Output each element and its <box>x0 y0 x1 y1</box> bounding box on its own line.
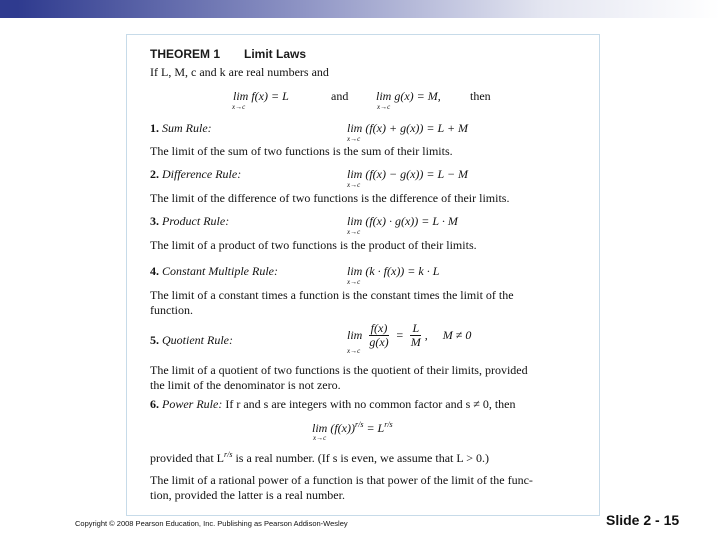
rule-3-lim-sub: x→c <box>347 228 361 236</box>
rule-5-text-1: The limit of a quotient of two functions is the quotient of their limits, provided <box>150 363 528 377</box>
rule-2-formula: lim (f(x) − g(x)) = L − M <box>347 167 469 181</box>
rule-6-text-1: The limit of a rational power of a function is that power of the limit of the func- <box>150 473 533 487</box>
rule-1-formula: lim (f(x) + g(x)) = L + M <box>347 121 469 135</box>
rule-2-lim-sub: x→c <box>347 181 361 189</box>
rule-1-heading: 1. Sum Rule: <box>150 121 212 135</box>
rule-4-lim-sub: x→c <box>347 278 361 286</box>
rule-4-heading: 4. Constant Multiple Rule: <box>150 264 278 278</box>
rule-6-lim-sub: x→c <box>313 434 327 442</box>
rule-6-heading: 6. Power Rule: If r and s are integers with no common factor and s ≠ 0, then <box>150 397 516 411</box>
rule-1-lim-sub: x→c <box>347 135 361 143</box>
rule-5-text-2: the limit of the denominator is not zero. <box>150 378 341 392</box>
theorem-intro: If L, M, c and k are real numbers and <box>150 65 329 79</box>
rule-3-text: The limit of a product of two functions is the product of their limits. <box>150 238 477 252</box>
hypothesis-2: lim g(x) = M, <box>376 89 441 103</box>
rule-4-text-1: The limit of a constant times a function is the constant times the limit of the <box>150 288 514 302</box>
accent-square <box>0 0 18 18</box>
rule-2-text: The limit of the difference of two functions is the difference of their limits. <box>150 191 510 205</box>
rule-3-formula: lim (f(x) · g(x)) = L · M <box>347 214 458 228</box>
rule-6-proviso: provided that $L^{r/s}$ is a real number. (If s is even, we assume that L > 0.) <box>150 450 490 465</box>
rule-5-heading: 5. Quotient Rule: <box>150 333 233 347</box>
hypothesis-1: lim f(x) = L <box>233 89 289 103</box>
gradient-bar <box>18 0 720 18</box>
lim-sub-1: x→c <box>232 103 246 111</box>
rule-5-lim-sub: x→c <box>347 347 361 355</box>
rule-2-heading: 2. Difference Rule: <box>150 167 242 181</box>
title-bar-decoration <box>0 0 720 18</box>
copyright-footer: Copyright © 2008 Pearson Education, Inc. Publishing as Pearson Addison-Wesley <box>75 519 348 528</box>
slide-number: Slide 2 - 15 <box>606 512 680 528</box>
rule-1-text: The limit of the sum of two functions is the sum of their limits. <box>150 144 453 158</box>
rule-4-text-2: function. <box>150 303 193 317</box>
then-word: then <box>470 89 491 103</box>
rule-6-formula: $\lim (f(x))^{r/s} = L^{r/s}$ <box>312 420 393 435</box>
rule-6-text-2: tion, provided the latter is a real number. <box>150 488 345 502</box>
rule-3-heading: 3. Product Rule: <box>150 214 230 228</box>
theorem-heading <box>150 47 306 61</box>
rule-4-formula: lim (k · f(x)) = k · L <box>347 264 440 278</box>
theorem-label: THEOREM 1 <box>150 47 221 61</box>
theorem-title: Limit Laws <box>244 47 307 61</box>
and-word: and <box>331 89 349 103</box>
lim-sub-2: x→c <box>377 103 391 111</box>
rule-5-formula: lim $\frac{f(x)}{g(x)}$ = $\frac{L}{M}$ , M ≠ 0 <box>347 321 472 349</box>
